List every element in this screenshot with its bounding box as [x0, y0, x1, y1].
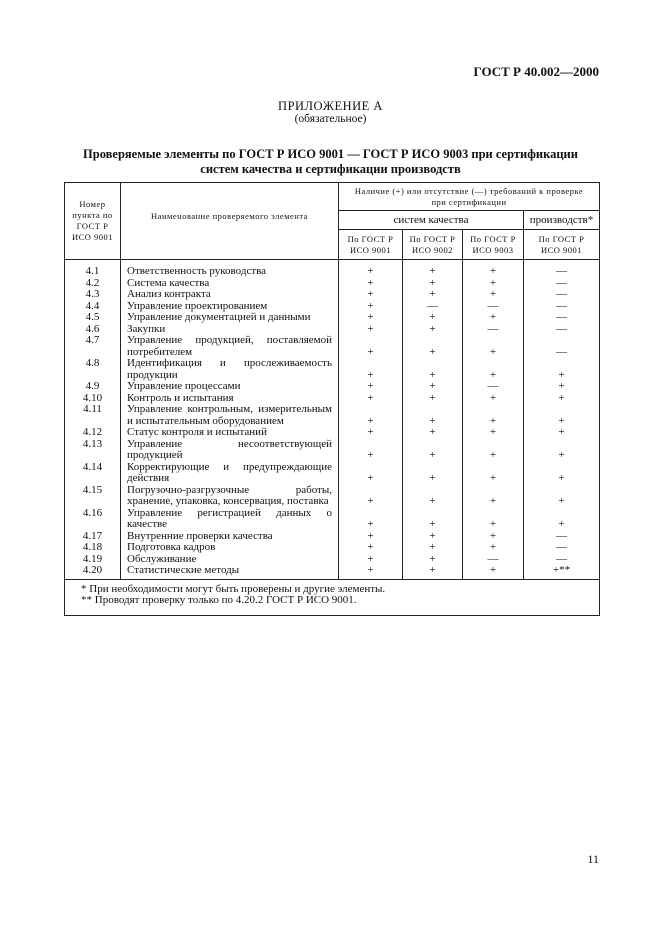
- row-mark: —: [524, 289, 600, 301]
- row-number: 4.17: [65, 531, 121, 543]
- row-mark: +: [463, 542, 524, 554]
- col-group-production: производств*: [524, 211, 600, 230]
- row-mark: +: [463, 358, 524, 381]
- row-mark: —: [463, 381, 524, 393]
- row-mark: +: [463, 393, 524, 405]
- row-mark: +: [463, 531, 524, 543]
- row-mark: —: [463, 301, 524, 313]
- row-mark: +: [463, 289, 524, 301]
- table-row: [65, 358, 600, 381]
- row-number: 4.16: [65, 508, 121, 531]
- table-row: [65, 404, 600, 427]
- row-mark: +: [403, 324, 463, 336]
- row-element-name: Закупки: [121, 324, 339, 336]
- row-mark: +: [403, 565, 463, 579]
- table-row: [65, 462, 600, 485]
- table-row: [65, 289, 600, 301]
- row-element-name: Погрузочно-разгрузочные работы, хранение, упаковка, консервация, поставка: [121, 485, 339, 508]
- row-mark: +: [403, 554, 463, 566]
- row-mark: —: [463, 554, 524, 566]
- row-mark: +: [403, 393, 463, 405]
- sub-col-header: По ГОСТ Р ИСО 9001: [524, 230, 600, 260]
- row-mark: +: [403, 381, 463, 393]
- row-number: 4.8: [65, 358, 121, 381]
- page-number: 11: [587, 852, 599, 866]
- row-mark: +: [403, 462, 463, 485]
- row-number: 4.5: [65, 312, 121, 324]
- row-element-name: Идентификация и прослеживаемость продукции: [121, 358, 339, 381]
- row-mark: +: [524, 508, 600, 531]
- row-mark: +: [524, 485, 600, 508]
- row-element-name: Управление процессами: [121, 381, 339, 393]
- row-element-name: Анализ контракта: [121, 289, 339, 301]
- elements-table: [64, 182, 600, 616]
- col-header-number: Номер пункта по ГОСТ Р ИСО 9001: [65, 183, 121, 260]
- sub-col-header: По ГОСТ Р ИСО 9002: [403, 230, 463, 260]
- note-2: ** Проводят проверку только по 4.20.2 ГОСТ Р ИСО 9001.: [81, 594, 357, 606]
- row-element-name: Подготовка кадров: [121, 542, 339, 554]
- row-mark: —: [524, 324, 600, 336]
- row-mark: +**: [524, 565, 600, 579]
- table-row: [65, 381, 600, 393]
- row-mark: +: [524, 393, 600, 405]
- row-number: 4.13: [65, 439, 121, 462]
- table-row: [65, 335, 600, 358]
- row-mark: +: [339, 278, 403, 290]
- row-element-name: Статус контроля и испытаний: [121, 427, 339, 439]
- row-element-name: Управление несоответствующей продукцией: [121, 439, 339, 462]
- row-mark: +: [339, 335, 403, 358]
- row-element-name: Статистические методы: [121, 565, 339, 579]
- table-row: [65, 508, 600, 531]
- row-mark: +: [463, 439, 524, 462]
- row-element-name: Управление контрольным, измерительным и испытательным оборудованием: [121, 404, 339, 427]
- row-mark: —: [463, 324, 524, 336]
- row-number: 4.12: [65, 427, 121, 439]
- sub-col-header: По ГОСТ Р ИСО 9003: [463, 230, 524, 260]
- row-mark: +: [524, 462, 600, 485]
- row-mark: +: [339, 404, 403, 427]
- row-mark: +: [403, 260, 463, 278]
- table-row: [65, 260, 600, 278]
- row-mark: +: [339, 485, 403, 508]
- row-number: 4.15: [65, 485, 121, 508]
- row-mark: +: [339, 542, 403, 554]
- row-mark: +: [339, 301, 403, 313]
- row-number: 4.2: [65, 278, 121, 290]
- table-row: [65, 439, 600, 462]
- row-mark: +: [403, 404, 463, 427]
- col-header-presence: Наличие (+) или отсутствие (—) требований к проверке при сертификации: [339, 183, 600, 211]
- table-row: [65, 485, 600, 508]
- table-row: [65, 565, 600, 579]
- row-number: 4.6: [65, 324, 121, 336]
- row-mark: —: [524, 335, 600, 358]
- row-mark: +: [463, 508, 524, 531]
- row-number: 4.7: [65, 335, 121, 358]
- row-element-name: Корректирующие и предупреждающие действия: [121, 462, 339, 485]
- row-mark: +: [524, 404, 600, 427]
- row-number: 4.19: [65, 554, 121, 566]
- row-mark: +: [463, 427, 524, 439]
- row-mark: +: [463, 335, 524, 358]
- row-number: 4.4: [65, 301, 121, 313]
- row-element-name: Обслуживание: [121, 554, 339, 566]
- note-1: * При необходимости могут быть проверены и другие элементы.: [81, 582, 386, 595]
- row-number: 4.10: [65, 393, 121, 405]
- appendix-title: ПРИЛОЖЕНИЕ А: [278, 99, 383, 113]
- row-number: 4.1: [65, 260, 121, 278]
- row-mark: +: [403, 485, 463, 508]
- row-mark: +: [403, 289, 463, 301]
- row-mark: —: [524, 531, 600, 543]
- row-element-name: Контроль и испытания: [121, 393, 339, 405]
- row-number: 4.18: [65, 542, 121, 554]
- row-mark: +: [403, 508, 463, 531]
- row-mark: +: [403, 542, 463, 554]
- table-row: [65, 427, 600, 439]
- row-mark: +: [524, 427, 600, 439]
- row-mark: +: [403, 278, 463, 290]
- table-row: [65, 312, 600, 324]
- row-mark: —: [524, 278, 600, 290]
- row-mark: +: [463, 462, 524, 485]
- row-mark: +: [403, 312, 463, 324]
- row-mark: +: [463, 278, 524, 290]
- row-element-name: Управление проектированием: [121, 301, 339, 313]
- row-mark: +: [339, 358, 403, 381]
- row-mark: +: [339, 324, 403, 336]
- row-number: 4.20: [65, 565, 121, 579]
- row-mark: —: [403, 301, 463, 313]
- row-mark: +: [403, 427, 463, 439]
- row-mark: +: [403, 335, 463, 358]
- row-number: 4.11: [65, 404, 121, 427]
- row-mark: +: [339, 260, 403, 278]
- row-mark: +: [463, 260, 524, 278]
- row-mark: +: [339, 393, 403, 405]
- row-element-name: Управление продукцией, поставляемой потребителем: [121, 335, 339, 358]
- table-notes: [65, 579, 600, 615]
- row-mark: —: [524, 260, 600, 278]
- row-mark: +: [524, 439, 600, 462]
- table-row: [65, 542, 600, 554]
- row-element-name: Ответственность руководства: [121, 260, 339, 278]
- row-mark: +: [339, 312, 403, 324]
- row-mark: +: [463, 312, 524, 324]
- row-number: 4.14: [65, 462, 121, 485]
- row-element-name: Внутренние проверки качества: [121, 531, 339, 543]
- row-mark: +: [339, 531, 403, 543]
- row-mark: +: [339, 427, 403, 439]
- row-mark: +: [403, 531, 463, 543]
- row-mark: +: [463, 485, 524, 508]
- row-mark: +: [339, 462, 403, 485]
- row-mark: +: [339, 439, 403, 462]
- row-mark: +: [339, 289, 403, 301]
- row-mark: —: [524, 312, 600, 324]
- appendix-subtitle: (обязательное): [294, 113, 367, 125]
- row-mark: +: [463, 565, 524, 579]
- col-group-systems: систем качества: [339, 211, 524, 230]
- row-number: 4.3: [65, 289, 121, 301]
- row-mark: +: [339, 508, 403, 531]
- row-element-name: Управление регистрацией данных о качестве: [121, 508, 339, 531]
- table-heading: Проверяемые элементы по ГОСТ Р ИСО 9001 — ГОСТ Р ИСО 9003 при сертификации систем качества и сертификации производств: [83, 147, 578, 176]
- col-header-name: Наименование проверяемого элемента: [121, 183, 339, 260]
- row-mark: +: [339, 565, 403, 579]
- row-mark: +: [524, 381, 600, 393]
- row-mark: —: [524, 554, 600, 566]
- row-element-name: Система качества: [121, 278, 339, 290]
- row-element-name: Управление документацией и данными: [121, 312, 339, 324]
- row-mark: —: [524, 542, 600, 554]
- row-mark: +: [524, 358, 600, 381]
- sub-col-header: По ГОСТ Р ИСО 9001: [339, 230, 403, 260]
- standard-designation: ГОСТ Р 40.002—2000: [473, 64, 599, 79]
- row-mark: +: [403, 358, 463, 381]
- row-mark: +: [339, 381, 403, 393]
- row-mark: +: [463, 404, 524, 427]
- row-mark: +: [403, 439, 463, 462]
- row-mark: +: [339, 554, 403, 566]
- row-number: 4.9: [65, 381, 121, 393]
- row-mark: —: [524, 301, 600, 313]
